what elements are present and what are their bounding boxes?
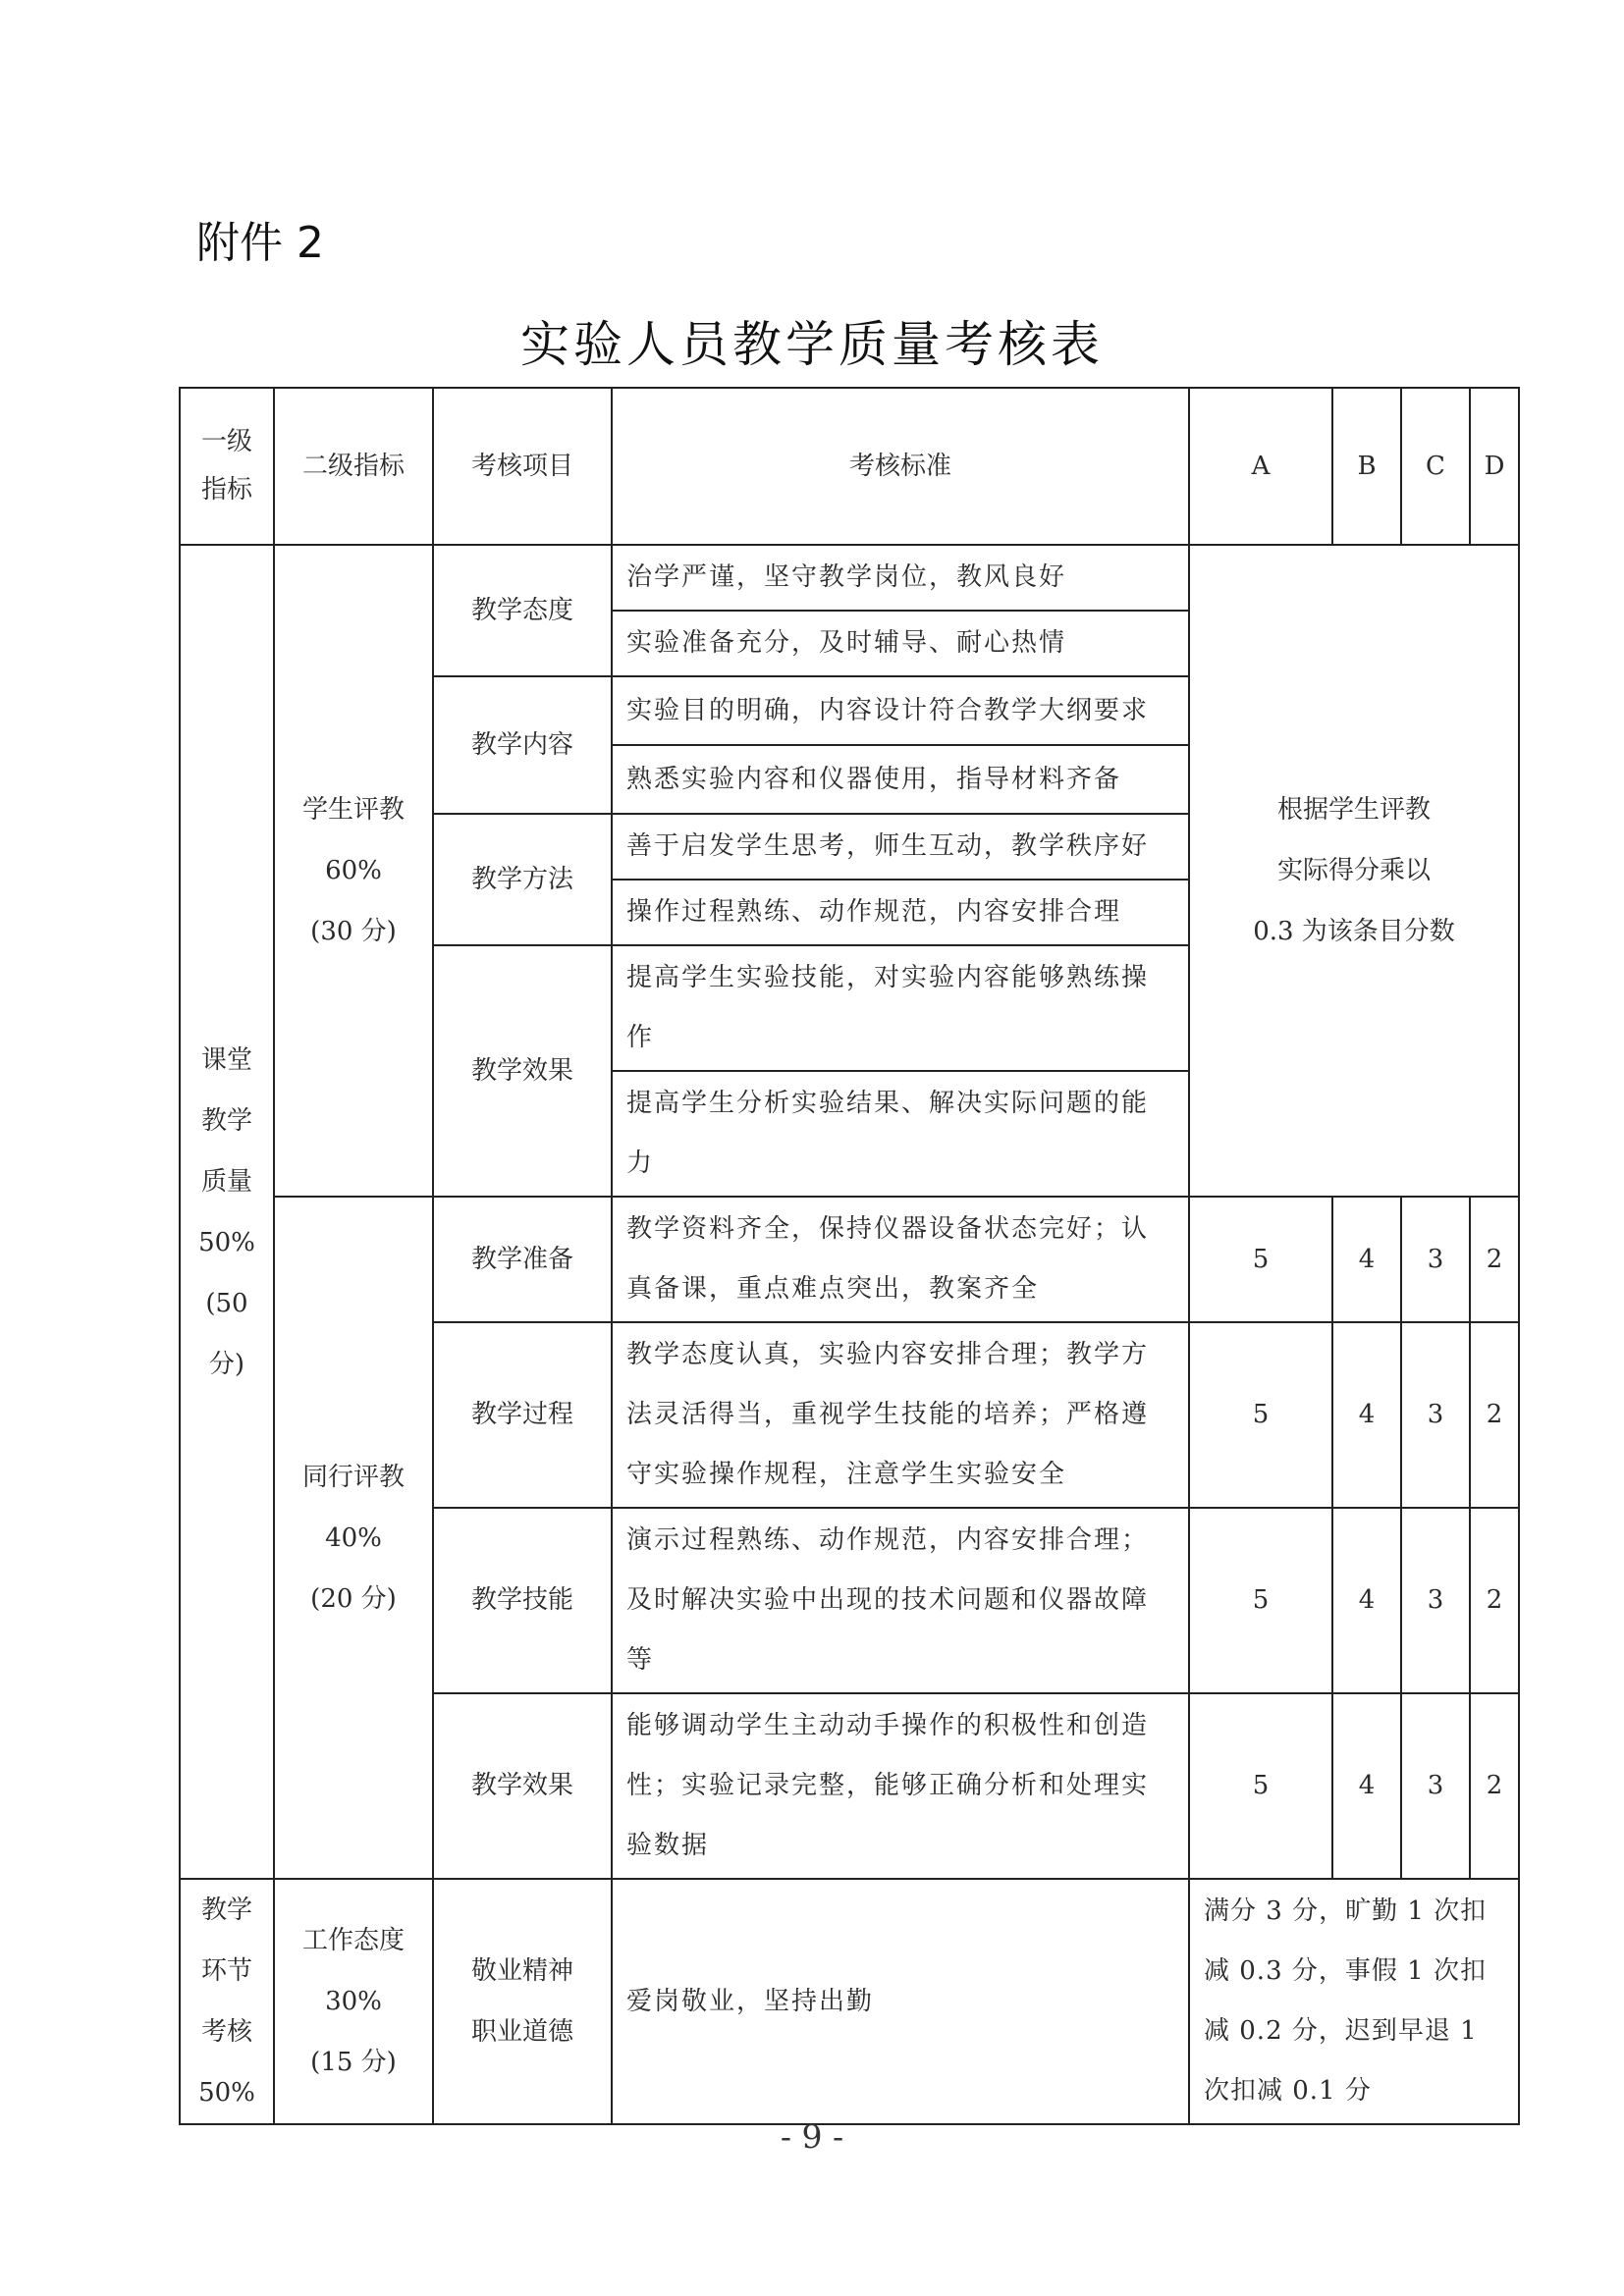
score-b: 4 <box>1332 1197 1401 1322</box>
standard-text: 演示过程熟练、动作规范，内容安排合理；及时解决实验中出现的技术问题和仪器故障等 <box>612 1508 1189 1693</box>
standard-text: 操作过程熟练、动作规范，内容安排合理 <box>612 880 1189 945</box>
level2-work-attitude: 工作态度 30% (15 分) <box>274 1879 433 2124</box>
standard-text: 能够调动学生主动动手操作的积极性和创造性；实验记录完整，能够正确分析和处理实验数据 <box>612 1693 1189 1879</box>
score-d: 2 <box>1470 1508 1519 1693</box>
standard-text: 实验目的明确，内容设计符合教学大纲要求 <box>612 676 1189 745</box>
level1-teaching-link: 教学 环节 考核 50% <box>180 1879 274 2124</box>
standard-text: 熟悉实验内容和仪器使用，指导材料齐备 <box>612 745 1189 814</box>
assessment-table <box>179 387 1520 2125</box>
score-b: 4 <box>1332 1693 1401 1879</box>
score-c: 3 <box>1401 1693 1470 1879</box>
table-row <box>180 545 1519 611</box>
standard-text: 爱岗敬业，坚持出勤 <box>612 1879 1189 2124</box>
header-row <box>180 388 1519 545</box>
standard-text: 教学资料齐全，保持仪器设备状态完好；认真备课，重点难点突出，教案齐全 <box>612 1197 1189 1322</box>
level2-peer-eval: 同行评教 40% (20 分) <box>274 1197 433 1879</box>
score-c: 3 <box>1401 1508 1470 1693</box>
student-eval-score-note: 根据学生评教 实际得分乘以 0.3 为该条目分数 <box>1189 545 1519 1197</box>
score-a: 5 <box>1189 1322 1332 1508</box>
table-row <box>180 1197 1519 1322</box>
score-a: 5 <box>1189 1508 1332 1693</box>
header-standard: 考核标准 <box>612 388 1189 545</box>
item-preparation: 教学准备 <box>433 1197 612 1322</box>
standard-text: 提高学生实验技能，对实验内容能够熟练操作 <box>612 945 1189 1071</box>
attendance-scoring-note: 满分 3 分，旷勤 1 次扣 减 0.3 分，事假 1 次扣 减 0.2 分，迟到早退 1 次扣减 0.1 分 <box>1189 1879 1519 2124</box>
score-d: 2 <box>1470 1322 1519 1508</box>
item-effect: 教学效果 <box>433 945 612 1197</box>
score-c: 3 <box>1401 1322 1470 1508</box>
score-b: 4 <box>1332 1508 1401 1693</box>
page-number: - 9 - <box>780 2117 844 2156</box>
standard-text: 善于启发学生思考，师生互动，教学秩序好 <box>612 814 1189 880</box>
attachment-label: 附件 2 <box>196 218 324 268</box>
table-row <box>180 1879 1519 2124</box>
standard-text: 治学严谨，坚守教学岗位，教风良好 <box>612 545 1189 611</box>
score-a: 5 <box>1189 1197 1332 1322</box>
item-attitude: 教学态度 <box>433 545 612 676</box>
header-level1: 一级 指标 <box>180 388 274 545</box>
item-process: 教学过程 <box>433 1322 612 1508</box>
item-method: 教学方法 <box>433 814 612 945</box>
standard-text: 教学态度认真，实验内容安排合理；教学方法灵活得当，重视学生技能的培养；严格遵守实验操作规程，注意学生实验安全 <box>612 1322 1189 1508</box>
header-grade-c: C <box>1401 388 1470 545</box>
score-b: 4 <box>1332 1322 1401 1508</box>
document-title: 实验人员教学质量考核表 <box>520 316 1104 373</box>
item-professionalism: 敬业精神 职业道德 <box>433 1879 612 2124</box>
score-d: 2 <box>1470 1197 1519 1322</box>
item-skill: 教学技能 <box>433 1508 612 1693</box>
header-level2: 二级指标 <box>274 388 433 545</box>
standard-text: 提高学生分析实验结果、解决实际问题的能力 <box>612 1071 1189 1197</box>
header-grade-d: D <box>1470 388 1519 545</box>
level2-student-eval: 学生评教 60% (30 分) <box>274 545 433 1197</box>
standard-text: 实验准备充分，及时辅导、耐心热情 <box>612 611 1189 676</box>
header-grade-b: B <box>1332 388 1401 545</box>
level1-classroom: 课堂 教学 质量 50% (50 分) <box>180 545 274 1879</box>
header-item: 考核项目 <box>433 388 612 545</box>
item-content: 教学内容 <box>433 676 612 814</box>
score-a: 5 <box>1189 1693 1332 1879</box>
header-grade-a: A <box>1189 388 1332 545</box>
score-c: 3 <box>1401 1197 1470 1322</box>
score-d: 2 <box>1470 1693 1519 1879</box>
item-peer-effect: 教学效果 <box>433 1693 612 1879</box>
